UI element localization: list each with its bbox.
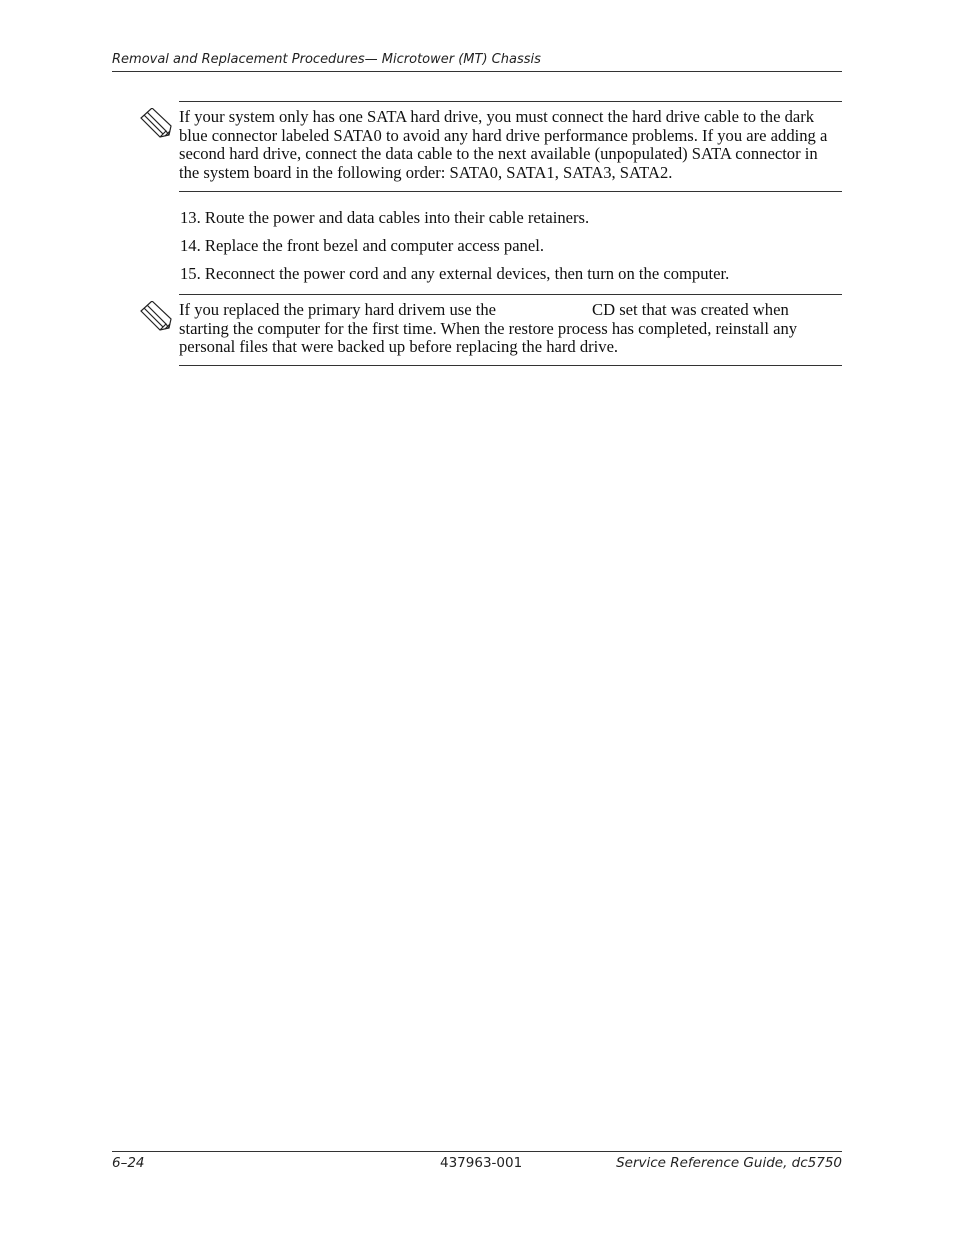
step-14: 14. Replace the front bezel and computer access panel. [180,236,544,255]
step-13: 13. Route the power and data cables into their cable retainers. [180,208,590,227]
step-15: 15. Reconnect the power cord and any external devices, then turn on the computer. [180,264,730,283]
footer-divider [112,1151,842,1152]
note-text-part-1: If you replaced the primary hard drivem use the [179,300,496,319]
guide-title: Service Reference Guide, dc5750 [616,1155,842,1171]
note-block-sata [179,101,842,192]
note-text [179,295,842,364]
running-header: Removal and Replacement Procedures— Microtower (MT) Chassis [112,52,541,67]
part-number: 437963-001 [440,1155,523,1171]
pencil-note-icon [138,301,176,333]
header-divider [112,71,842,72]
note-text: If your system only has one SATA hard drive, you must connect the hard drive cable to the dark blue connector labeled SATA0 to avoid any hard drive performance problems. If you are adding a second hard drive, connect the data cable to the next available (unpopulated) SATA connector in the system board in the following order: SATA0, SATA1, SATA3, SATA2. [179,107,828,182]
note-block-restore [179,294,842,366]
page-number: 6–24 [112,1155,145,1171]
pencil-note-icon [138,108,176,140]
note-text-part-2: CD set that was created when starting the computer for the first time. When the restore process has completed, reinstall any personal files that were backed up before replacing the hard drive. [179,300,798,357]
